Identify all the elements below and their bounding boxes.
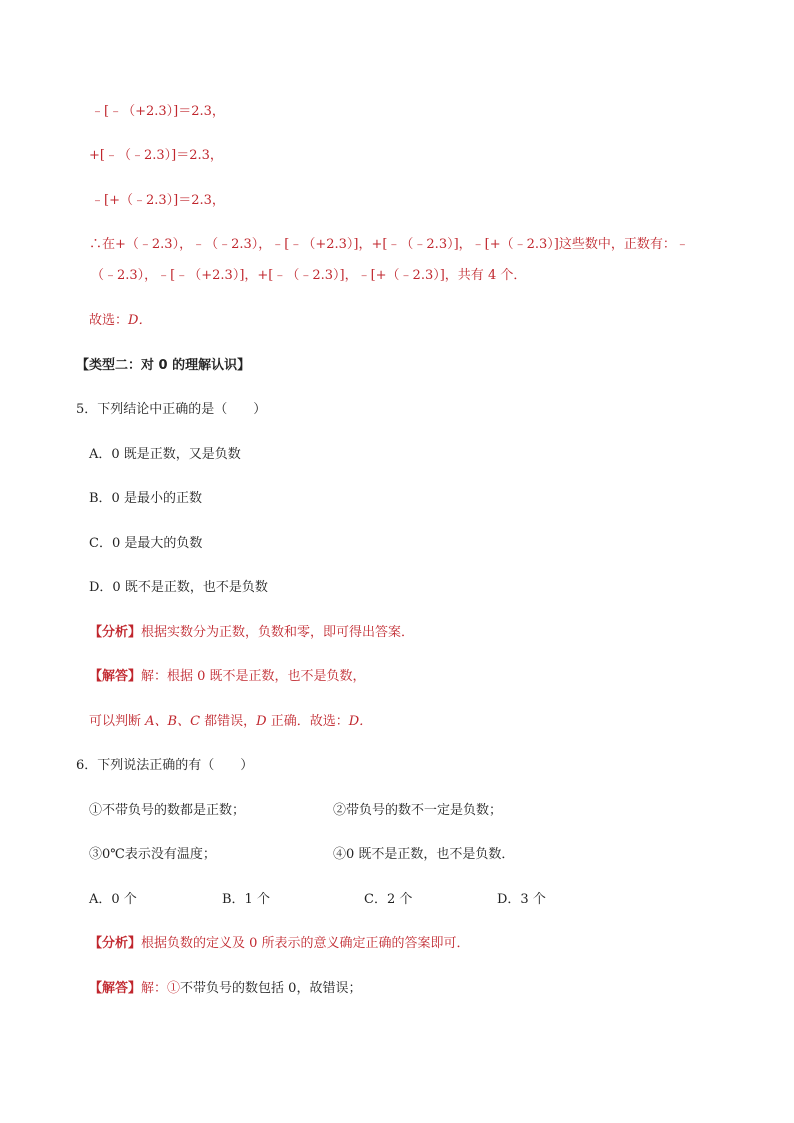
answer-tag: 【解答】 bbox=[89, 669, 142, 684]
q5-option-c: C．0 是最大的负数 bbox=[89, 536, 203, 551]
q6-option-a: A．0 个 bbox=[89, 892, 137, 907]
q6-stem: 6．下列说法正确的有（ ） bbox=[76, 758, 254, 773]
answer-text-a: 解： bbox=[141, 981, 168, 996]
q6-analysis bbox=[89, 935, 470, 953]
q5-option-d: D．0 既不是正数，也不是负数 bbox=[89, 580, 268, 595]
solution-line-1: ﹣[﹣（+2.3）]＝2.3， bbox=[91, 104, 225, 119]
q6-option-b: B．1 个 bbox=[222, 892, 270, 907]
conclusion-letter-d: D bbox=[256, 714, 267, 729]
analysis-tag: 【分析】 bbox=[89, 625, 142, 640]
section-title: 【类型二：对 0 的理解认识】 bbox=[76, 358, 251, 373]
q6-statement-1: ①不带负号的数都是正数； bbox=[89, 803, 246, 818]
q5-option-b: B．0 是最小的正数 bbox=[89, 491, 202, 506]
q5-analysis bbox=[89, 624, 414, 642]
analysis-text: 根据实数分为正数，负数和零，即可得出答案． bbox=[141, 625, 415, 640]
conclusion-part-b: 都错误， bbox=[200, 714, 257, 729]
solution-answer bbox=[89, 312, 151, 330]
solution-line-3: ﹣[+（﹣2.3）]＝2.3， bbox=[91, 193, 225, 208]
solution-line-2: +[﹣（﹣2.3）]＝2.3， bbox=[89, 148, 223, 163]
answer-text: 解：根据 0 既不是正数，也不是负数， bbox=[141, 669, 366, 684]
q6-option-d: D．3 个 bbox=[497, 892, 546, 907]
answer-prefix: 故选： bbox=[89, 313, 129, 328]
conclusion-part-a: 可以判断 bbox=[89, 714, 146, 729]
answer-tag: 【解答】 bbox=[89, 981, 142, 996]
circled-one-mark: ① bbox=[167, 981, 181, 996]
q6-option-c: C．2 个 bbox=[364, 892, 413, 907]
q6-statement-2: ②带负号的数不一定是负数； bbox=[333, 803, 503, 818]
conclusion-part-c: 正确．故选： bbox=[266, 714, 349, 729]
q5-option-a: A．0 既是正数，又是负数 bbox=[89, 447, 241, 462]
solution-line-5: （﹣2.3），﹣[﹣（+2.3）]，+[﹣（﹣2.3）]，﹣[+（﹣2.3）]，共有 4 个． bbox=[91, 268, 527, 283]
q5-stem: 5．下列结论中正确的是（ ） bbox=[76, 402, 267, 417]
answer-value: D． bbox=[128, 313, 152, 328]
conclusion-final: D． bbox=[348, 714, 373, 729]
answer-text-b: 不带负号的数包括 0，故错误； bbox=[180, 981, 362, 996]
q6-answer bbox=[89, 980, 361, 998]
q6-statement-3: ③0℃表示没有温度； bbox=[89, 847, 216, 862]
conclusion-letters: A、B、C bbox=[145, 714, 201, 729]
analysis-text: 根据负数的定义及 0 所表示的意义确定正确的答案即可． bbox=[141, 936, 470, 951]
solution-line-4: ∴在+（﹣2.3），﹣（﹣2.3），﹣[﹣（+2.3）]，+[﹣（﹣2.3）]，﹣[+（﹣2.3）]这些数中，正数有：﹣ bbox=[89, 237, 689, 252]
q5-answer bbox=[89, 668, 366, 686]
q6-statement-4: ④0 既不是正数，也不是负数． bbox=[333, 847, 515, 862]
q5-conclusion bbox=[89, 713, 372, 731]
analysis-tag: 【分析】 bbox=[89, 936, 142, 951]
